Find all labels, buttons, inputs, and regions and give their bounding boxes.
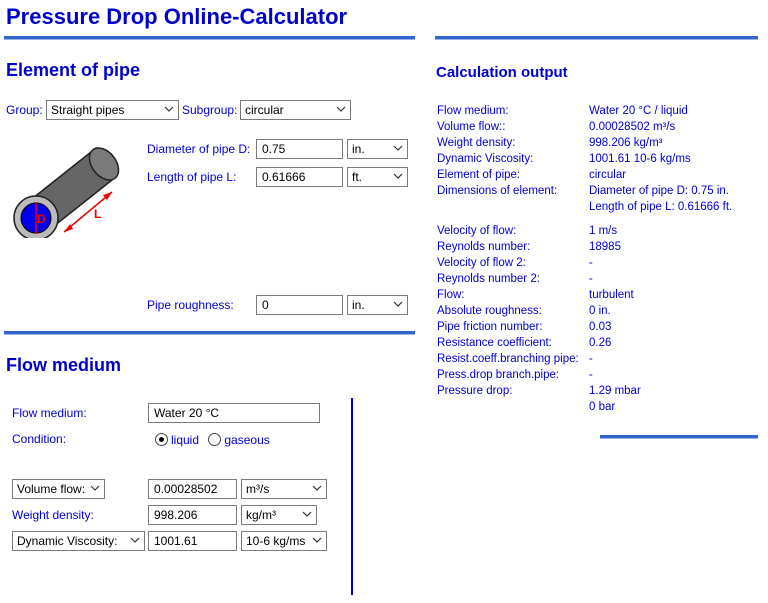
output-row: [437, 319, 759, 335]
output-value: 18985: [589, 241, 621, 253]
length-label: Length of pipe L:: [147, 170, 237, 184]
chevron-down-icon: [164, 106, 174, 113]
output-value: -: [589, 369, 593, 381]
output-value: 1001.61 10-6 kg/ms: [589, 153, 691, 165]
roughness-input[interactable]: 0: [256, 295, 343, 315]
output-label: [437, 199, 589, 215]
length-unit-select[interactable]: [347, 167, 408, 187]
output-label: Element of pipe:: [437, 169, 521, 181]
length-input[interactable]: 0.61666: [256, 167, 343, 187]
chevron-down-icon: [90, 485, 100, 492]
separator: [600, 435, 758, 438]
subgroup-select[interactable]: [240, 100, 351, 120]
diameter-input[interactable]: 0.75: [256, 139, 343, 159]
output-row: [437, 223, 759, 239]
output-label: Dynamic Viscosity:: [437, 153, 534, 165]
output-value: 1 m/s: [589, 225, 618, 237]
output-label: Velocity of flow:: [437, 225, 517, 237]
output-row: [437, 199, 759, 215]
output-label: Reynolds number:: [437, 241, 531, 253]
pipe-letter-l: L: [94, 207, 102, 221]
chevron-down-icon: [393, 145, 403, 152]
output-row: [437, 135, 759, 151]
output-heading: Calculation output: [436, 64, 568, 81]
condition-options: [155, 433, 270, 447]
output-value: circular: [589, 169, 627, 181]
output-value: Water 20 °C / liquid: [589, 105, 688, 117]
separator: [4, 36, 415, 39]
group-select-value: Straight pipes: [51, 103, 125, 117]
viscosity-unit-select[interactable]: [241, 531, 327, 551]
gaseous-radio[interactable]: [208, 433, 221, 446]
diameter-unit-select[interactable]: [347, 139, 408, 159]
roughness-unit-value: in.: [352, 298, 365, 312]
roughness-unit-select[interactable]: [347, 295, 408, 315]
output-label: Velocity of flow 2:: [437, 257, 526, 269]
separator: [435, 36, 758, 39]
subgroup-label: Subgroup:: [182, 103, 238, 117]
output-label: Weight density:: [437, 137, 516, 149]
volume-unit-value: m³/s: [246, 482, 270, 496]
output-label: Pipe friction number:: [437, 321, 543, 333]
output-value: 1.29 mbar: [589, 385, 641, 397]
vertical-divider: [351, 398, 353, 595]
chevron-down-icon: [312, 485, 322, 492]
liquid-radio[interactable]: [155, 433, 168, 446]
output-label: Resist.coeff.branching pipe:: [437, 353, 579, 365]
output-row: [437, 351, 759, 367]
condition-label: Condition:: [12, 432, 67, 446]
page-title: Pressure Drop Online-Calculator: [6, 4, 348, 29]
pipe-letter-d: D: [37, 212, 46, 226]
output-row: [437, 303, 759, 319]
output-value: 0 in.: [589, 305, 611, 317]
output-row: [437, 151, 759, 167]
output-value: Length of pipe L: 0.61666 ft.: [589, 201, 733, 213]
volume-unit-select[interactable]: [241, 479, 327, 499]
output-row: [437, 399, 759, 415]
output-label: Resistance coefficient:: [437, 337, 552, 349]
density-label: Weight density:: [12, 508, 94, 522]
output-row: [437, 119, 759, 135]
output-value: -: [589, 257, 593, 269]
output-value: 998.206 kg/m³: [589, 137, 663, 149]
chevron-down-icon: [302, 511, 312, 518]
output-label: Flow:: [437, 289, 465, 301]
output-value: 0 bar: [589, 401, 616, 413]
density-unit-select[interactable]: [241, 505, 317, 525]
density-input[interactable]: 998.206: [148, 505, 237, 525]
viscosity-select[interactable]: [12, 531, 145, 551]
output-row: [437, 383, 759, 399]
volume-flow-input[interactable]: 0.00028502: [148, 479, 237, 499]
subgroup-select-value: circular: [245, 103, 284, 117]
gaseous-label[interactable]: gaseous: [224, 433, 270, 447]
viscosity-unit-value: 10-6 kg/ms: [246, 534, 306, 548]
output-row: [437, 239, 759, 255]
output-label: Pressure drop:: [437, 385, 513, 397]
output-value: 0.00028502 m³/s: [589, 121, 676, 133]
density-unit-value: kg/m³: [246, 508, 276, 522]
diameter-unit-value: in.: [352, 142, 365, 156]
viscosity-select-value: Dynamic Viscosity:: [17, 534, 118, 548]
output-row: [437, 271, 759, 287]
output-value: -: [589, 273, 593, 285]
liquid-label[interactable]: liquid: [171, 433, 200, 447]
output-label: [437, 399, 589, 415]
medium-input[interactable]: Water 20 °C: [148, 403, 320, 423]
chevron-down-icon: [312, 537, 322, 544]
volume-flow-select-value: Volume flow:: [17, 482, 86, 496]
chevron-down-icon: [393, 173, 403, 180]
output-label: Absolute roughness:: [437, 305, 542, 317]
pipe-illustration: [6, 138, 126, 238]
output-row: [437, 167, 759, 183]
flow-heading: Flow medium: [6, 355, 122, 375]
output-value: Diameter of pipe D: 0.75 in.: [589, 185, 729, 197]
output-row: [437, 103, 759, 119]
group-select[interactable]: [46, 100, 179, 120]
output-row: [437, 287, 759, 303]
medium-label: Flow medium:: [12, 406, 87, 420]
element-heading: Element of pipe: [6, 60, 141, 80]
output-label: Press.drop branch.pipe:: [437, 369, 560, 381]
group-label: Group:: [6, 103, 43, 117]
roughness-label: Pipe roughness:: [147, 298, 234, 312]
output-value: turbulent: [589, 289, 634, 301]
output-label: Volume flow::: [437, 121, 506, 133]
separator: [4, 331, 415, 334]
output-row: [437, 335, 759, 351]
diameter-label: Diameter of pipe D:: [147, 142, 251, 156]
output-label: Dimensions of element:: [437, 185, 558, 197]
output-value: 0.26: [589, 337, 612, 349]
output-value: 0.03: [589, 321, 612, 333]
viscosity-input[interactable]: 1001.61: [148, 531, 237, 551]
output-value: -: [589, 353, 593, 365]
length-unit-value: ft.: [352, 170, 363, 184]
chevron-down-icon: [130, 537, 140, 544]
output-label: Flow medium:: [437, 105, 509, 117]
chevron-down-icon: [393, 301, 403, 308]
chevron-down-icon: [336, 106, 346, 113]
output-row: [437, 255, 759, 271]
volume-flow-select[interactable]: [12, 479, 105, 499]
output-row: [437, 183, 759, 199]
output-table: [437, 103, 759, 415]
output-label: Reynolds number 2:: [437, 273, 540, 285]
output-row: [437, 367, 759, 383]
